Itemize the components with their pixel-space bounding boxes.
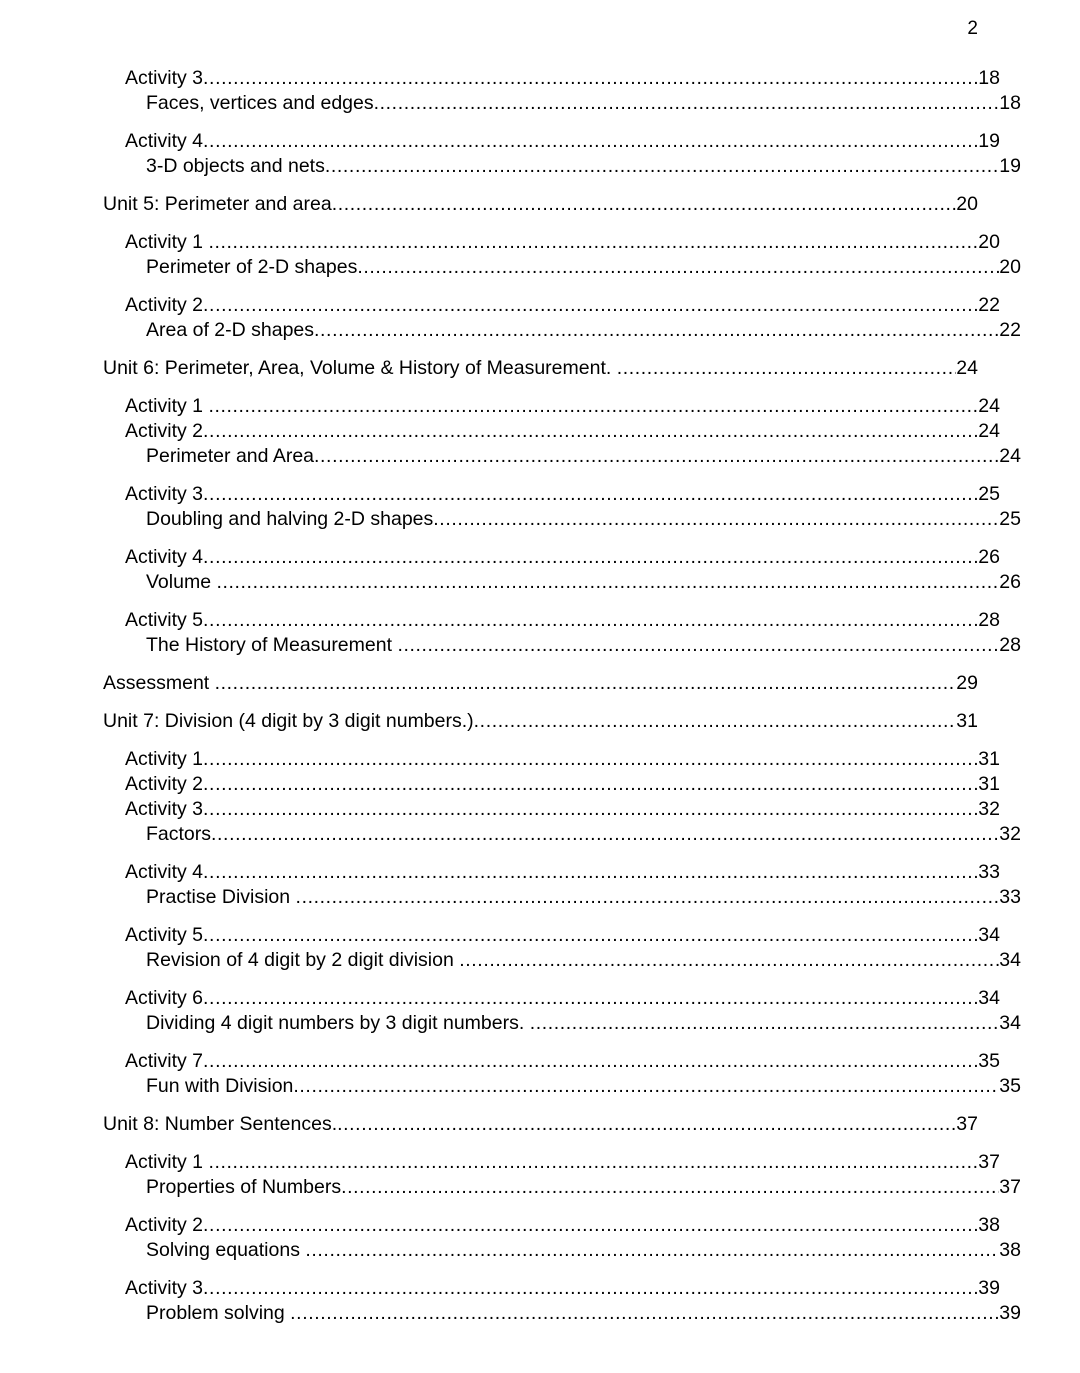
toc-entry-page-number: 32 [978,798,1000,820]
toc-entry-title: Activity 4 [125,861,204,883]
toc-entry-title: Activity 2 [125,420,204,442]
toc-entry-page-number: 22 [978,294,1000,316]
toc-entry-title: Unit 6: Perimeter, Area, Volume & History of Measurement. [103,357,617,379]
toc-entry-page-number: 34 [978,987,1000,1009]
dot-leader [617,356,957,381]
dot-leader [208,230,978,255]
dot-leader [341,1175,999,1200]
dot-leader [314,318,999,343]
toc-entry-title: Activity 3 [125,1277,204,1299]
toc-entry-page-number: 37 [999,1176,1021,1198]
dot-leader [357,255,999,280]
toc-entry-page-number: 34 [999,1012,1021,1034]
toc-entry-title: Volume [146,571,217,593]
toc-entry[interactable] [103,885,1021,910]
toc-entry[interactable] [103,230,1000,255]
dot-leader [332,192,957,217]
toc-entry-title: 3-D objects and nets [146,155,325,177]
toc-entry-title: Activity 3 [125,798,204,820]
toc-entry[interactable] [103,192,978,217]
toc-entry-title: The History of Measurement [146,634,398,656]
toc-entry[interactable] [103,545,1000,570]
toc-entry[interactable] [103,633,1021,658]
toc-entry-title: Area of 2-D shapes [146,319,315,341]
dot-leader [290,1301,999,1326]
toc-entry-page-number: 19 [999,155,1021,177]
toc-entry-title: Assessment [103,672,215,694]
toc-entry[interactable] [103,772,1000,797]
toc-entry-title: Activity 6 [125,987,204,1009]
dot-leader [208,394,978,419]
dot-leader [203,923,978,948]
toc-entry[interactable] [103,822,1021,847]
dot-leader [305,1238,999,1263]
toc-entry[interactable] [103,482,1000,507]
toc-entry[interactable] [103,671,978,696]
dot-leader [530,1011,1000,1036]
toc-entry-page-number: 31 [956,710,978,732]
toc-entry-title: Solving equations [146,1239,306,1261]
toc-entry-page-number: 22 [999,319,1021,341]
dot-leader [208,1150,978,1175]
dot-leader [374,91,1000,116]
toc-entry-page-number: 34 [999,949,1021,971]
toc-entry-page-number: 33 [978,861,1000,883]
toc-entry[interactable] [103,318,1021,343]
toc-entry-title: Doubling and halving 2-D shapes [146,508,434,530]
table-of-contents-list [103,66,1021,1326]
toc-entry-page-number: 24 [978,395,1000,417]
toc-entry-page-number: 31 [978,748,1000,770]
dot-leader [203,608,978,633]
toc-entry[interactable] [103,1011,1021,1036]
toc-entry-page-number: 39 [978,1277,1000,1299]
dot-leader [215,671,957,696]
toc-entry[interactable] [103,986,1000,1011]
dot-leader [203,1276,978,1301]
toc-entry-title: Factors [146,823,212,845]
dot-leader [203,772,978,797]
toc-entry[interactable] [103,1175,1021,1200]
toc-entry[interactable] [103,293,1000,318]
toc-entry-page-number: 25 [978,483,1000,505]
toc-entry-page-number: 39 [999,1302,1021,1324]
toc-entry[interactable] [103,608,1000,633]
toc-entry-title: Activity 5 [125,609,204,631]
toc-entry-page-number: 28 [999,634,1021,656]
toc-entry-page-number: 38 [978,1214,1000,1236]
dot-leader [314,444,999,469]
dot-leader [203,747,978,772]
toc-entry-page-number: 24 [978,420,1000,442]
toc-entry-title: Unit 8: Number Sentences. [103,1113,338,1135]
toc-entry-page-number: 18 [978,67,1000,89]
toc-entry[interactable] [103,356,978,381]
toc-entry[interactable] [103,1112,978,1137]
toc-entry-page-number: 20 [978,231,1000,253]
dot-leader [296,885,1000,910]
toc-entry[interactable] [103,948,1021,973]
toc-entry-page-number: 34 [978,924,1000,946]
toc-entry-page-number: 38 [999,1239,1021,1261]
toc-entry-title: Activity 1 [125,1151,209,1173]
toc-entry[interactable] [103,255,1021,280]
toc-entry-title: Activity 4 [125,130,204,152]
dot-leader [293,1074,999,1099]
toc-entry-title: Activity 7 [125,1050,204,1072]
dot-leader [203,1049,978,1074]
toc-entry-page-number: 33 [999,886,1021,908]
dot-leader [203,66,978,91]
toc-entry[interactable] [103,1049,1000,1074]
toc-entry-page-number: 24 [999,445,1021,467]
dot-leader [433,507,999,532]
toc-entry[interactable] [103,91,1021,116]
toc-entry[interactable] [103,923,1000,948]
toc-entry[interactable] [103,1150,1000,1175]
toc-entry[interactable] [103,507,1021,532]
dot-leader [474,709,957,734]
toc-entry-page-number: 35 [978,1050,1000,1072]
toc-entry-title: Activity 1 [125,748,204,770]
toc-entry[interactable] [103,1213,1000,1238]
toc-entry-page-number: 26 [999,571,1021,593]
toc-entry[interactable] [103,66,1000,91]
toc-entry-page-number: 20 [956,193,978,215]
toc-entry[interactable] [103,1276,1000,1301]
dot-leader [203,797,978,822]
toc-entry[interactable] [103,1238,1021,1263]
dot-leader [203,986,978,1011]
toc-entry[interactable] [103,1074,1021,1099]
toc-entry-title: Properties of Numbers [146,1176,342,1198]
toc-entry-title: Dividing 4 digit numbers by 3 digit numbers. [146,1012,530,1034]
toc-entry[interactable] [103,419,1000,444]
toc-entry-page-number: 20 [999,256,1021,278]
toc-entry-title: Perimeter and Area [146,445,315,467]
toc-entry-title: Activity 2 [125,773,204,795]
toc-entry-page-number: 24 [956,357,978,379]
toc-entry-page-number: 32 [999,823,1021,845]
dot-leader [203,860,978,885]
dot-leader [203,1213,978,1238]
dot-leader [203,419,978,444]
toc-entry-title: Activity 2 [125,1214,204,1236]
toc-entry[interactable] [103,154,1021,179]
toc-entry-title: Activity 3 [125,483,204,505]
dot-leader [203,129,978,154]
toc-entry[interactable] [103,1301,1021,1326]
toc-entry-title: Activity 4 [125,546,204,568]
toc-entry-page-number: 35 [999,1075,1021,1097]
toc-entry-page-number: 28 [978,609,1000,631]
toc-entry-title: Activity 3 [125,67,204,89]
toc-entry[interactable] [103,747,1000,772]
toc-entry[interactable] [103,709,978,734]
toc-entry-title: Revision of 4 digit by 2 digit division [146,949,460,971]
dot-leader [203,545,978,570]
dot-leader [459,948,999,973]
dot-leader [397,633,999,658]
toc-entry[interactable] [103,797,1000,822]
toc-entry-title: Activity 1 [125,231,209,253]
toc-entry-title: Unit 7: Division (4 digit by 3 digit numbers.) [103,710,474,732]
toc-entry-title: Faces, vertices and edges [146,92,374,114]
page-number: 2 [967,18,978,39]
toc-entry[interactable] [103,444,1021,469]
dot-leader [203,482,978,507]
toc-entry-title: Fun with Division [146,1075,294,1097]
toc-entry-page-number: 19 [978,130,1000,152]
toc-entry-title: Activity 5 [125,924,204,946]
dot-leader [211,822,999,847]
toc-entry-page-number: 31 [978,773,1000,795]
toc-entry[interactable] [103,394,1000,419]
toc-entry-page-number: 37 [978,1151,1000,1173]
toc-entry-title: Perimeter of 2-D shapes [146,256,358,278]
toc-entry-page-number: 37 [956,1113,978,1135]
dot-leader [216,570,999,595]
toc-entry-title: Unit 5: Perimeter and area [103,193,332,215]
dot-leader [325,154,999,179]
toc-entry-title: Problem solving [146,1302,291,1324]
toc-entry-page-number: 29 [956,672,978,694]
toc-entry-title: Practise Division [146,886,296,908]
toc-entry[interactable] [103,860,1000,885]
toc-entry-page-number: 26 [978,546,1000,568]
dot-leader [337,1112,956,1137]
toc-entry[interactable] [103,570,1021,595]
dot-leader [203,293,978,318]
toc-entry-title: Activity 2 [125,294,204,316]
toc-entry-page-number: 25 [999,508,1021,530]
toc-entry-page-number: 18 [999,92,1021,114]
toc-entry[interactable] [103,129,1000,154]
toc-entry-title: Activity 1 [125,395,209,417]
